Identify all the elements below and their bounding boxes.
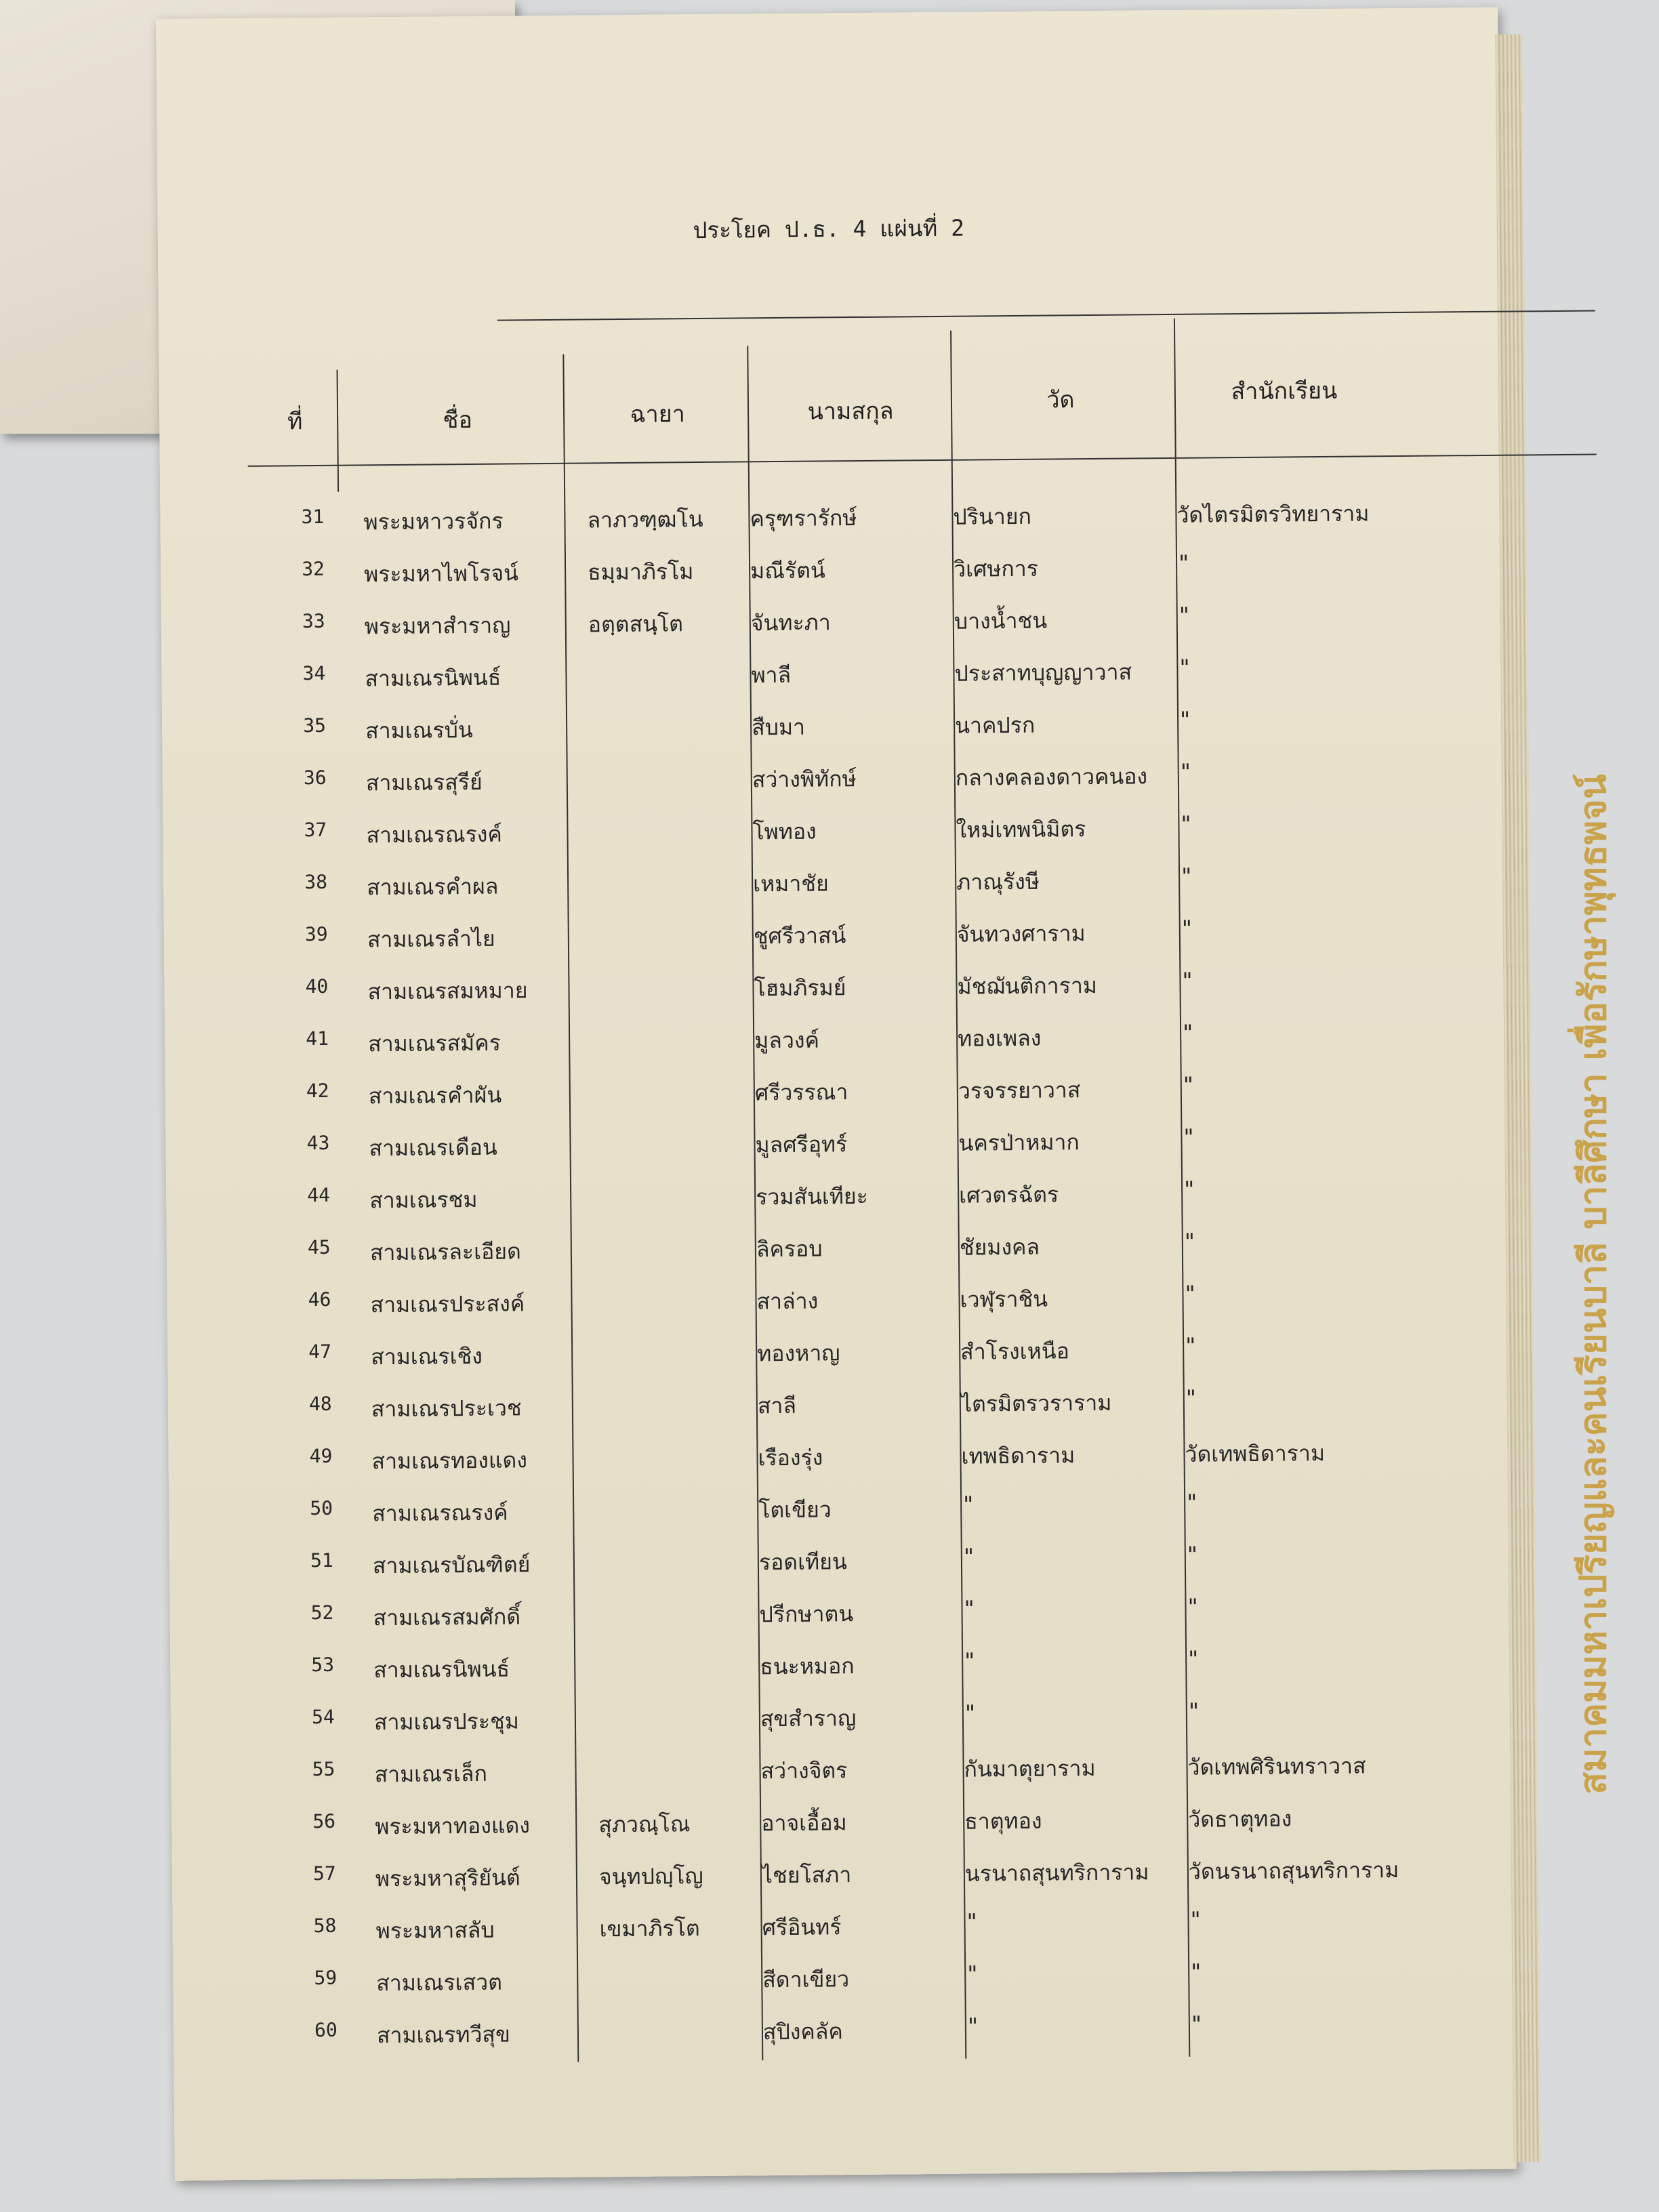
cell-no: 39 bbox=[304, 922, 328, 946]
table-row bbox=[173, 2009, 1515, 2061]
cell-surname: ธนะหมอก bbox=[760, 1653, 855, 1680]
cell-name: สามเณรณรงค์ bbox=[372, 1499, 508, 1527]
cell-chaya: ลาภวฑฺฒโน bbox=[587, 506, 703, 533]
cell-school: " bbox=[1178, 654, 1191, 680]
cell-name: สามเณรสมศักดิ์ bbox=[373, 1603, 521, 1631]
table-row bbox=[172, 1904, 1514, 1957]
watermark-text: สมาคมมหาเปรียญและคนเรียนบาลี บาลีศึกษา เพื่อรักษาพุทธพจน์ bbox=[1572, 774, 1615, 1795]
cell-no: 48 bbox=[308, 1392, 332, 1416]
cell-name: พระมหาสลับ bbox=[375, 1917, 495, 1944]
cell-name: สามเณรเสวต bbox=[376, 1969, 503, 1996]
cell-no: 60 bbox=[314, 2018, 337, 2042]
cell-name: สามเณรทองแดง bbox=[371, 1447, 528, 1475]
cell-school: วัดไตรมิตรวิทยาราม bbox=[1176, 500, 1370, 528]
cell-no: 52 bbox=[310, 1601, 334, 1624]
cell-school: วัดเทพธิดาราม bbox=[1185, 1440, 1326, 1467]
cell-no: 38 bbox=[304, 870, 328, 894]
cell-no: 58 bbox=[313, 1914, 337, 1938]
table-row bbox=[163, 756, 1504, 808]
cell-no: 51 bbox=[310, 1549, 333, 1572]
cell-school: " bbox=[1181, 1071, 1195, 1098]
cell-no: 47 bbox=[308, 1340, 332, 1364]
cell-name: สามเณรสมัคร bbox=[368, 1029, 501, 1057]
cell-school: " bbox=[1181, 967, 1194, 994]
cell-wat: " bbox=[962, 1491, 975, 1517]
cell-school: " bbox=[1179, 758, 1193, 785]
table-row bbox=[165, 1069, 1507, 1122]
cell-wat: ไตรมิตรวราราม bbox=[960, 1389, 1112, 1417]
table-row bbox=[160, 495, 1502, 548]
cell-surname: ไชยโสภา bbox=[761, 1862, 852, 1889]
cell-surname: ทองหาญ bbox=[757, 1340, 840, 1367]
cell-school: วัดธาตุทอง bbox=[1188, 1805, 1292, 1832]
table-row bbox=[172, 1852, 1514, 1904]
cell-school: " bbox=[1189, 2011, 1204, 2037]
cell-surname: สีดาเขียว bbox=[762, 1966, 850, 1993]
cell-wat: จันทวงศาราม bbox=[956, 920, 1086, 947]
header-surname: นามสกุล bbox=[807, 397, 894, 426]
cell-wat: กลางคลองดาวคนอง bbox=[955, 763, 1148, 791]
cell-school: " bbox=[1189, 1906, 1202, 1933]
cell-school: " bbox=[1182, 1176, 1196, 1202]
cell-no: 36 bbox=[303, 766, 327, 790]
cell-no: 37 bbox=[304, 818, 327, 842]
cell-wat: " bbox=[965, 1908, 979, 1935]
cell-wat: " bbox=[962, 1595, 976, 1622]
cell-no: 57 bbox=[312, 1862, 336, 1885]
cell-surname: อาจเอื้อม bbox=[761, 1809, 847, 1837]
cell-no: 50 bbox=[310, 1496, 333, 1520]
cell-chaya: จนฺทปญฺโญ bbox=[598, 1863, 703, 1890]
cell-no: 32 bbox=[302, 557, 325, 581]
cell-surname: มูลศรีอุทร์ bbox=[755, 1131, 848, 1158]
cell-chaya: ธมฺมาภิรโม bbox=[587, 558, 694, 586]
cell-surname: โฮมภิรมย์ bbox=[754, 975, 846, 1002]
cell-chaya: อตฺตสนฺโต bbox=[588, 611, 684, 638]
cell-surname: สืบมา bbox=[751, 714, 806, 741]
table-row bbox=[169, 1539, 1511, 1591]
cell-no: 40 bbox=[305, 975, 329, 998]
cell-school: " bbox=[1176, 550, 1191, 576]
header-wat: วัด bbox=[1046, 386, 1075, 414]
document-title: ประโยค ป.ธ. 4 แผ่นที่ 2 bbox=[693, 214, 965, 244]
cell-surname: มูลวงค์ bbox=[754, 1027, 820, 1054]
header-bottom-rule bbox=[248, 453, 1597, 466]
cell-wat: กันมาตุยาราม bbox=[964, 1755, 1096, 1782]
column-divider bbox=[337, 370, 340, 492]
cell-no: 45 bbox=[307, 1235, 331, 1259]
cell-no: 59 bbox=[314, 1966, 337, 1990]
cell-wat: มัชฌันติการาม bbox=[957, 972, 1098, 1000]
cell-school: " bbox=[1185, 1489, 1199, 1515]
table-row bbox=[161, 652, 1503, 704]
cell-wat: ธาตุทอง bbox=[964, 1807, 1042, 1835]
cell-wat: " bbox=[963, 1647, 977, 1674]
cell-wat: เศวตรฉัตร bbox=[959, 1181, 1059, 1208]
cell-name: สามเณรสมหมาย bbox=[367, 977, 528, 1005]
cell-school: " bbox=[1185, 1541, 1200, 1568]
cell-surname: มณีรัตน์ bbox=[750, 557, 825, 584]
cell-surname: สว่างพิทักษ์ bbox=[752, 766, 857, 793]
cell-wat: " bbox=[962, 1543, 976, 1570]
cell-name: สามเณรประสงค์ bbox=[370, 1290, 525, 1318]
cell-surname: โพทอง bbox=[752, 818, 817, 845]
cell-surname: โตเขียว bbox=[758, 1496, 832, 1523]
cell-wat: วิเศษการ bbox=[953, 555, 1039, 582]
table-row bbox=[161, 548, 1502, 600]
cell-surname: ครุฑรารักษ์ bbox=[750, 505, 857, 532]
cell-school: " bbox=[1189, 1959, 1203, 1985]
cell-school: " bbox=[1183, 1280, 1197, 1307]
cell-surname: ชูศรีวาสน์ bbox=[753, 922, 846, 949]
cell-surname: สว่างจิตร bbox=[760, 1757, 848, 1784]
header-no: ที่ bbox=[287, 408, 303, 436]
table-row bbox=[168, 1382, 1510, 1435]
table-row bbox=[165, 1122, 1507, 1174]
watermark bbox=[1565, 454, 1620, 2114]
cell-name: สามเณรบั่น bbox=[365, 716, 473, 744]
cell-no: 42 bbox=[306, 1079, 329, 1103]
cell-school: " bbox=[1182, 1124, 1195, 1150]
cell-wat: ใหม่เทพนิมิตร bbox=[956, 816, 1086, 843]
cell-no: 53 bbox=[311, 1653, 335, 1677]
cell-wat: ปรินายก bbox=[953, 503, 1032, 530]
cell-name: สามเณรณรงค์ bbox=[366, 821, 502, 848]
cell-surname: ลิครอบ bbox=[756, 1235, 823, 1263]
cell-no: 34 bbox=[302, 661, 326, 685]
table-row bbox=[169, 1487, 1511, 1539]
cell-surname: รอดเทียน bbox=[758, 1549, 847, 1576]
cell-surname: พาลี bbox=[751, 661, 792, 689]
cell-name: สามเณรเดือน bbox=[369, 1134, 497, 1162]
table-row bbox=[171, 1696, 1513, 1748]
cell-wat: สำโรงเหนือ bbox=[960, 1338, 1069, 1365]
cell-school: " bbox=[1178, 706, 1192, 733]
cell-school: " bbox=[1179, 863, 1193, 889]
table-row bbox=[165, 1017, 1507, 1069]
table-row bbox=[167, 1226, 1509, 1278]
cell-name: พระมหาสำราญ bbox=[364, 612, 511, 640]
table-row bbox=[163, 861, 1505, 913]
cell-chaya: สุภวณฺโณ bbox=[598, 1811, 691, 1838]
cell-wat: วรจรรยาวาส bbox=[958, 1077, 1081, 1104]
table-row bbox=[166, 1174, 1508, 1226]
cell-surname: ปรีกษาตน bbox=[759, 1601, 854, 1628]
cell-school: " bbox=[1187, 1645, 1200, 1672]
cell-no: 43 bbox=[306, 1131, 330, 1155]
cell-wat: ทองเพลง bbox=[958, 1025, 1042, 1052]
cell-surname: ศรีอินทร์ bbox=[762, 1914, 842, 1941]
cell-wat: บางน้ำชน bbox=[954, 607, 1048, 634]
table-row bbox=[168, 1435, 1510, 1487]
cell-no: 49 bbox=[309, 1444, 333, 1468]
cell-wat: นาคปรก bbox=[954, 712, 1036, 739]
table-row bbox=[171, 1800, 1513, 1852]
table-row bbox=[173, 1957, 1515, 2009]
table-row bbox=[167, 1330, 1509, 1382]
cell-surname: สาล่าง bbox=[756, 1288, 819, 1315]
cell-name: พระมหาวรจักร bbox=[363, 508, 504, 535]
table-row bbox=[163, 808, 1504, 861]
cell-surname: สาลี bbox=[757, 1392, 797, 1419]
cell-no: 44 bbox=[307, 1183, 331, 1207]
table-row bbox=[162, 704, 1504, 756]
cell-name: สามเณรชม bbox=[369, 1186, 478, 1214]
cell-wat: ชัยมงคล bbox=[959, 1233, 1040, 1261]
cell-wat: นรนาถสุนทริการาม bbox=[964, 1859, 1149, 1887]
cell-school: วัดนรนาถสุนทริการาม bbox=[1188, 1857, 1399, 1885]
table-row bbox=[170, 1643, 1512, 1696]
cell-school: " bbox=[1177, 602, 1191, 628]
table-row bbox=[164, 913, 1506, 965]
cell-wat: " bbox=[963, 1700, 977, 1726]
cell-surname: จันทะภา bbox=[750, 609, 831, 636]
table-row bbox=[161, 600, 1503, 652]
cell-name: สามเณรละเอียด bbox=[369, 1238, 521, 1266]
cell-no: 31 bbox=[301, 505, 325, 529]
cell-name: สามเณรคำผัน bbox=[368, 1082, 502, 1109]
cell-school: วัดเทพศิรินทราวาส bbox=[1187, 1753, 1366, 1780]
cell-school: " bbox=[1179, 811, 1193, 837]
cell-school: " bbox=[1183, 1228, 1197, 1254]
cell-name: สามเณรลำไย bbox=[367, 925, 495, 953]
cell-no: 46 bbox=[308, 1288, 331, 1311]
cell-no: 55 bbox=[312, 1757, 335, 1781]
cell-chaya: เขมาภิรโต bbox=[599, 1915, 700, 1942]
cell-name: สามเณรเล็ก bbox=[374, 1760, 488, 1788]
cell-no: 35 bbox=[303, 714, 327, 737]
cell-surname: สุปิงคลัค bbox=[762, 2018, 844, 2045]
cell-school: " bbox=[1180, 915, 1194, 941]
cell-surname: เหมาชัย bbox=[753, 870, 829, 897]
document-page bbox=[156, 7, 1517, 2181]
cell-surname: รวมสันเทียะ bbox=[756, 1183, 868, 1210]
cell-no: 54 bbox=[311, 1705, 335, 1729]
cell-name: สามเณรเชิง bbox=[371, 1343, 483, 1370]
cell-school: " bbox=[1187, 1698, 1201, 1724]
table-row bbox=[167, 1278, 1509, 1330]
cell-wat: " bbox=[966, 2013, 980, 2039]
cell-surname: ศรีวรรณา bbox=[754, 1079, 848, 1106]
cell-name: พระมหาสุริยันต์ bbox=[375, 1864, 520, 1892]
cell-school: " bbox=[1186, 1593, 1200, 1620]
table-top-rule bbox=[497, 310, 1595, 321]
cell-wat: เวฬุราชิน bbox=[960, 1286, 1048, 1313]
cell-name: สามเณรสุรีย์ bbox=[365, 769, 483, 796]
cell-no: 33 bbox=[302, 609, 325, 633]
cell-name: สามเณรบัณฑิตย์ bbox=[372, 1551, 531, 1579]
cell-name: สามเณรนิพนธ์ bbox=[365, 664, 501, 692]
cell-no: 56 bbox=[312, 1809, 336, 1833]
table-row bbox=[169, 1591, 1511, 1643]
header-chaya: ฉายา bbox=[630, 401, 685, 428]
cell-name: สามเณรประชุม bbox=[373, 1708, 520, 1736]
cell-surname: เรืองรุ่ง bbox=[758, 1444, 823, 1471]
cell-wat: ภาณุรังษี bbox=[956, 868, 1040, 895]
cell-no: 41 bbox=[306, 1027, 329, 1050]
header-name: ชื่อ bbox=[443, 406, 473, 434]
cell-name: สามเณรนิพนธ์ bbox=[373, 1656, 510, 1683]
cell-name: สามเณรประเวช bbox=[371, 1395, 522, 1422]
cell-surname: สุขสำราญ bbox=[760, 1705, 857, 1732]
cell-wat: ประสาทบุญญาวาส bbox=[954, 659, 1132, 687]
cell-wat: เทพธิดาราม bbox=[961, 1442, 1076, 1469]
cell-school: " bbox=[1183, 1332, 1197, 1359]
cell-name: สามเณรทวีสุข bbox=[376, 2021, 511, 2049]
cell-wat: นครป่าหมาก bbox=[958, 1129, 1080, 1156]
cell-wat: " bbox=[966, 1961, 979, 1987]
table-row bbox=[171, 1748, 1513, 1800]
header-school: สำนักเรียน bbox=[1231, 377, 1338, 406]
table-row bbox=[164, 965, 1506, 1017]
cell-name: พระมหาทองแดง bbox=[375, 1812, 531, 1840]
cell-school: " bbox=[1184, 1385, 1198, 1411]
cell-name: สามเณรคำผล bbox=[367, 873, 499, 901]
cell-school: " bbox=[1181, 1019, 1195, 1046]
cell-name: พระมหาไพโรจน์ bbox=[363, 560, 519, 588]
